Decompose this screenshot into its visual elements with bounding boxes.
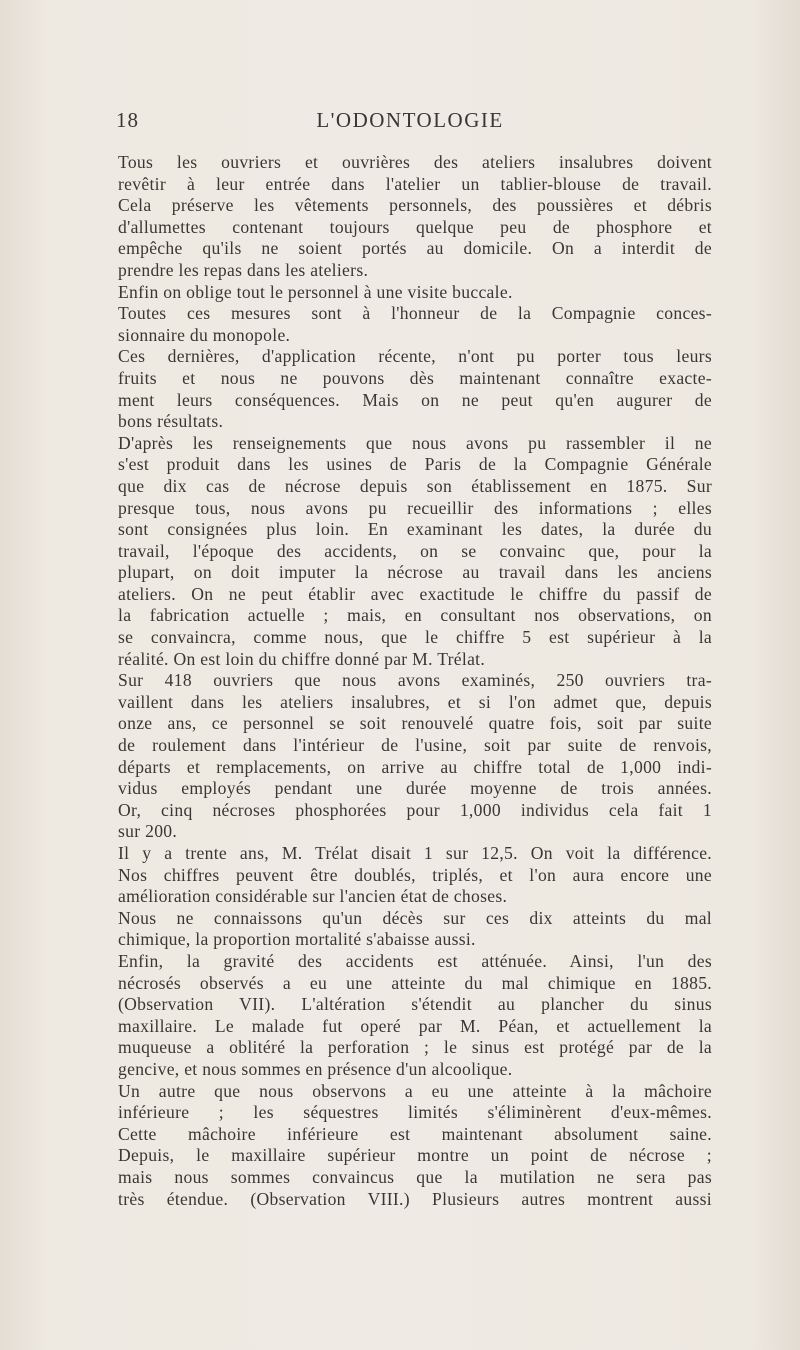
text-line: empêche qu'ils ne soient portés au domicile. On a interdit de [118, 238, 712, 259]
text-line: Tous les ouvriers et ouvrières des ateliers insalubres doivent [118, 152, 712, 172]
text-line: muqueuse a oblitéré la perforation ; le sinus est protégé par de la [118, 1037, 712, 1058]
text-line: Enfin on oblige tout le personnel à une visite buccale. [118, 281, 513, 302]
text-line: très étendue. (Observation VIII.) Plusieurs autres montrent aussi [118, 1188, 712, 1209]
text-line: D'après les renseignements que nous avons pu rassembler il ne [118, 432, 712, 453]
text-line: travail, l'époque des accidents, on se convainc que, pour la [118, 540, 712, 561]
page-number: 18 [116, 108, 139, 132]
text-line: nécrosés observés a eu une atteinte du mal chimique en 1885. [118, 972, 712, 993]
body-text [118, 152, 712, 1210]
text-line: (Observation VII). L'altération s'étendit au plancher du sinus [118, 994, 712, 1015]
text-line: mais nous sommes convaincus que la mutilation ne sera pas [118, 1166, 712, 1187]
text-line: se convaincra, comme nous, que le chiffre 5 est supérieur à la [118, 627, 712, 648]
text-line: plupart, on doit imputer la nécrose au travail dans les anciens [118, 562, 712, 583]
text-line: Nos chiffres peuvent être doublés, triplés, et l'on aura encore une [118, 864, 712, 885]
text-line: sionnaire du monopole. [118, 324, 291, 345]
text-line: Ces dernières, d'application récente, n'ont pu porter tous leurs [118, 346, 712, 367]
text-line: Cela préserve les vêtements personnels, des poussières et débris [118, 195, 712, 216]
text-line: prendre les repas dans les ateliers. [118, 259, 369, 280]
text-line: Depuis, le maxillaire supérieur montre un point de nécrose ; [118, 1145, 712, 1166]
text-line: que dix cas de nécrose depuis son établissement en 1875. Sur [118, 475, 712, 496]
text-line: presque tous, nous avons pu recueillir des informations ; elles [118, 497, 712, 518]
text-line: Sur 418 ouvriers que nous avons examinés, 250 ouvriers tra- [118, 670, 712, 691]
text-line: maxillaire. Le malade fut operé par M. Péan, et actuellement la [118, 1015, 712, 1036]
page-header [108, 108, 712, 138]
text-line: sont consignées plus loin. En examinant les dates, la durée du [118, 519, 712, 540]
running-title: L'ODONTOLOGIE [316, 108, 504, 132]
text-line: chimique, la proportion mortalité s'abaisse aussi. [118, 929, 476, 950]
text-line: onze ans, ce personnel se soit renouvelé quatre fois, soit par suite [118, 713, 712, 734]
text-line: s'est produit dans les usines de Paris de la Compagnie Générale [118, 454, 712, 475]
text-line: ment leurs conséquences. Mais on ne peut qu'en augurer de [118, 389, 712, 410]
text-line: bons résultats. [118, 411, 224, 432]
text-line: Or, cinq nécroses phosphorées pour 1,000 individus cela fait 1 [118, 799, 712, 820]
text-line: vaillent dans les ateliers insalubres, et si l'on admet que, depuis [118, 691, 712, 712]
text-line: ateliers. On ne peut établir avec exactitude le chiffre du passif de [118, 583, 712, 604]
text-line: Un autre que nous observons a eu une atteinte à la mâchoire [118, 1080, 712, 1101]
text-line: la fabrication actuelle ; mais, en consultant nos observations, on [118, 605, 712, 626]
text-line: fruits et nous ne pouvons dès maintenant connaître exacte- [118, 367, 712, 388]
text-line: Cette mâchoire inférieure est maintenant absolument saine. [118, 1123, 712, 1144]
text-line: départs et remplacements, on arrive au chiffre total de 1,000 indi- [118, 756, 712, 777]
text-line: amélioration considérable sur l'ancien état de choses. [118, 886, 508, 907]
text-line: inférieure ; les séquestres limités s'éliminèrent d'eux-mêmes. [118, 1102, 712, 1123]
text-line: Il y a trente ans, M. Trélat disait 1 sur 12,5. On voit la différence. [118, 843, 712, 863]
text-line: sur 200. [118, 821, 178, 842]
text-line: de roulement dans l'intérieur de l'usine, soit par suite de renvois, [118, 735, 712, 756]
text-line: gencive, et nous sommes en présence d'un alcoolique. [118, 1058, 513, 1079]
text-line: Enfin, la gravité des accidents est atténuée. Ainsi, l'un des [118, 950, 712, 971]
text-line: d'allumettes contenant toujours quelque peu de phosphore et [118, 216, 712, 237]
text-line: revêtir à leur entrée dans l'atelier un tablier-blouse de travail. [118, 173, 712, 194]
text-line: vidus employés pendant une durée moyenne de trois années. [118, 778, 712, 799]
text-line: Nous ne connaissons qu'un décès sur ces dix atteints du mal [118, 907, 712, 928]
text-line: Toutes ces mesures sont à l'honneur de la Compagnie conces- [118, 303, 712, 324]
text-line: réalité. On est loin du chiffre donné par M. Trélat. [118, 648, 486, 669]
